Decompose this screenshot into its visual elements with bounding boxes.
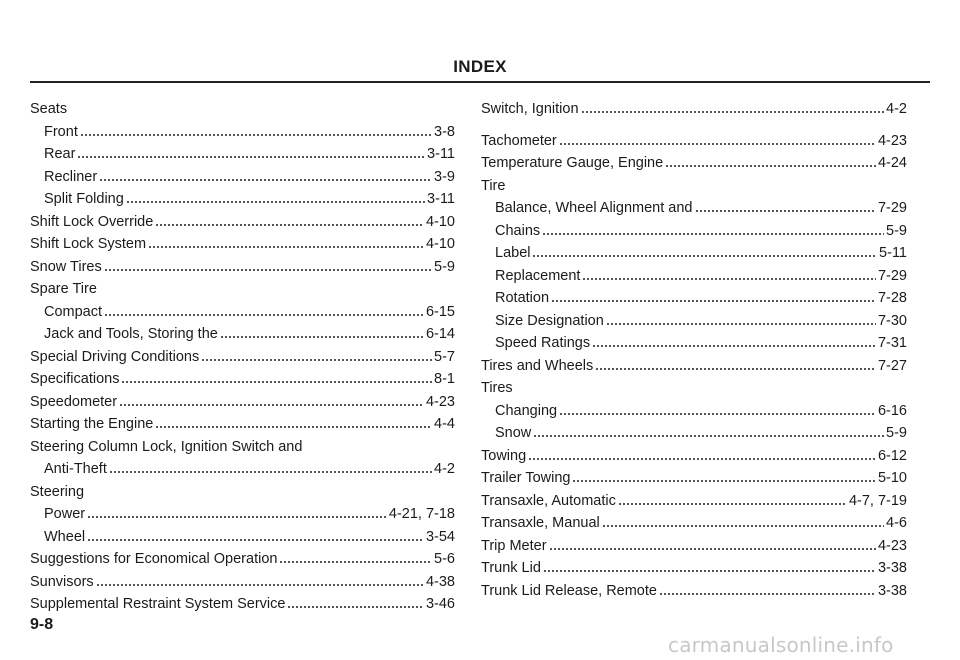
- entry-label: Special Driving Conditions: [30, 348, 200, 365]
- entry-label: Transaxle, Manual: [481, 515, 600, 531]
- entry-label: Chains: [495, 222, 541, 239]
- index-entry: [30, 413, 455, 436]
- index-entry: [30, 166, 455, 189]
- index-entry: [481, 310, 907, 333]
- index-entry: [30, 143, 455, 166]
- dot-leader: [572, 479, 876, 483]
- entry-page-ref: 7-29: [877, 267, 907, 284]
- index-entry: [481, 467, 907, 490]
- entry-page-ref: 5-9: [886, 222, 907, 239]
- dot-leader: [155, 223, 424, 227]
- entry-label: Size Designation: [495, 312, 604, 329]
- dot-leader: [287, 605, 423, 609]
- dot-leader: [533, 434, 884, 438]
- index-entry: [30, 593, 455, 616]
- dot-leader: [220, 335, 424, 339]
- index-entry: [481, 332, 907, 355]
- entry-label: Transaxle, Automatic: [481, 492, 616, 509]
- entry-label: Wheel: [44, 528, 86, 545]
- dot-leader: [543, 569, 876, 573]
- dot-leader: [549, 547, 876, 551]
- watermark[interactable]: carmanualsonline.info: [668, 633, 894, 657]
- entry-page-ref: 4-2: [434, 461, 455, 477]
- dot-leader: [77, 155, 425, 159]
- entry-page-ref: 3-38: [877, 560, 907, 576]
- dot-leader: [542, 232, 884, 236]
- index-column-left: [30, 98, 455, 616]
- dot-leader: [121, 380, 432, 384]
- dot-leader: [559, 412, 876, 416]
- entry-page-ref: 7-31: [877, 335, 907, 351]
- index-entry: [30, 278, 455, 301]
- entry-label: Steering: [30, 483, 85, 500]
- entry-label: Trunk Lid Release, Remote: [481, 582, 657, 599]
- index-entry: [30, 526, 455, 549]
- dot-leader: [559, 142, 876, 146]
- dot-leader: [665, 164, 876, 168]
- index-entry: [30, 391, 455, 414]
- index-entry: [481, 175, 907, 198]
- dot-leader: [87, 538, 424, 542]
- entry-label: Seats: [30, 101, 68, 117]
- index-entry: [30, 211, 455, 234]
- entry-page-ref: 7-30: [877, 312, 907, 329]
- entry-page-ref: 4-23: [425, 393, 455, 410]
- index-entry: [30, 458, 455, 481]
- entry-page-ref: 4-6: [886, 515, 907, 531]
- entry-page-ref: 8-1: [434, 371, 455, 387]
- index-entry: [481, 287, 907, 310]
- index-entry: [481, 512, 907, 535]
- dot-leader: [99, 178, 432, 182]
- entry-page-ref: 3-11: [427, 191, 455, 207]
- dot-leader: [606, 322, 876, 326]
- entry-label: Trunk Lid: [481, 560, 541, 576]
- entry-label: Split Folding: [44, 191, 124, 207]
- index-entry: [30, 436, 455, 459]
- entry-page-ref: 3-11: [427, 146, 455, 162]
- index-entry: [30, 233, 455, 256]
- index-entry: [30, 188, 455, 211]
- dot-leader: [126, 200, 425, 204]
- entry-page-ref: 7-27: [877, 357, 907, 374]
- entry-page-ref: 5-10: [877, 470, 907, 486]
- entry-label: Rear: [44, 146, 76, 162]
- header-rule: [30, 81, 930, 83]
- dot-leader: [104, 313, 424, 317]
- index-entry: [30, 571, 455, 594]
- entry-page-ref: 6-15: [425, 303, 455, 320]
- entry-page-ref: 4-2: [886, 101, 907, 117]
- entry-page-ref: 5-9: [886, 425, 907, 441]
- index-entry: [481, 98, 907, 121]
- dot-leader: [602, 524, 884, 528]
- entry-label: Rotation: [495, 290, 550, 306]
- entry-page-ref: 4-10: [425, 236, 455, 252]
- entry-label: Replacement: [495, 267, 581, 284]
- dot-leader: [582, 277, 876, 281]
- entry-page-ref: 4-24: [877, 155, 907, 171]
- index-entry: [481, 220, 907, 243]
- index-entry: [481, 580, 907, 603]
- index-entry: [30, 481, 455, 504]
- entry-label: Label: [495, 245, 531, 261]
- index-entry: [481, 400, 907, 423]
- index-entry: [30, 301, 455, 324]
- entry-label: Switch, Ignition: [481, 101, 579, 117]
- dot-leader: [148, 245, 424, 249]
- dot-leader: [119, 403, 424, 407]
- index-entry: [30, 98, 455, 121]
- entry-page-ref: 6-12: [877, 447, 907, 464]
- entry-label: Anti-Theft: [44, 461, 107, 477]
- index-entry: [481, 445, 907, 468]
- entry-label: Snow Tires: [30, 258, 102, 275]
- entry-label: Changing: [495, 402, 558, 419]
- dot-leader: [80, 133, 432, 137]
- entry-label: Shift Lock Override: [30, 213, 154, 230]
- index-entry: [481, 490, 907, 513]
- entry-page-ref: 4-10: [425, 213, 455, 230]
- entry-label: Starting the Engine: [30, 416, 154, 432]
- entry-page-ref: 4-21, 7-18: [388, 506, 455, 522]
- entry-label: Tires and Wheels: [481, 357, 594, 374]
- index-entry: [481, 242, 907, 265]
- dot-leader: [595, 367, 876, 371]
- entry-label: Front: [44, 123, 78, 140]
- entry-label: Sunvisors: [30, 573, 94, 590]
- dot-leader: [104, 268, 432, 272]
- dot-leader: [592, 344, 876, 348]
- entry-label: Steering Column Lock, Ignition Switch and: [30, 438, 303, 455]
- index-entry: [481, 265, 907, 288]
- dot-leader: [581, 110, 885, 114]
- entry-page-ref: 7-28: [877, 290, 907, 306]
- dot-leader: [528, 457, 876, 461]
- index-entry: [481, 422, 907, 445]
- entry-label: Shift Lock System: [30, 236, 147, 252]
- index-entry: [481, 535, 907, 558]
- entry-label: Tire: [481, 177, 506, 194]
- entry-label: Snow: [495, 425, 532, 441]
- entry-label: Specifications: [30, 371, 120, 387]
- entry-page-ref: 3-8: [434, 123, 455, 140]
- entry-label: Trailer Towing: [481, 470, 571, 486]
- index-entry: [30, 346, 455, 369]
- entry-page-ref: 6-16: [877, 402, 907, 419]
- dot-leader: [659, 592, 876, 596]
- entry-page-ref: 3-46: [425, 596, 455, 612]
- entry-label: Tachometer: [481, 132, 557, 149]
- entry-label: Compact: [44, 303, 103, 320]
- dot-leader: [618, 502, 847, 506]
- entry-label: Recliner: [44, 168, 98, 185]
- entry-page-ref: 4-7, 7-19: [848, 492, 907, 509]
- entry-label: Trip Meter: [481, 537, 547, 554]
- entry-page-ref: 4-38: [425, 573, 455, 590]
- entry-label: Speedometer: [30, 393, 118, 410]
- dot-leader: [96, 583, 424, 587]
- dot-leader: [109, 470, 432, 474]
- entry-page-ref: 5-7: [434, 348, 455, 365]
- entry-label: Jack and Tools, Storing the: [44, 326, 218, 342]
- entry-label: Towing: [481, 447, 527, 464]
- index-entry: [481, 377, 907, 400]
- entry-page-ref: 3-9: [434, 168, 455, 185]
- index-entry: [30, 368, 455, 391]
- dot-leader: [155, 425, 432, 429]
- index-entry: [481, 197, 907, 220]
- index-entry: [30, 121, 455, 144]
- index-entry: [481, 355, 907, 378]
- index-entry: [30, 256, 455, 279]
- entry-page-ref: 3-38: [877, 582, 907, 599]
- entry-page-ref: 4-4: [434, 416, 455, 432]
- dot-leader: [201, 358, 432, 362]
- entry-label: Speed Ratings: [495, 335, 591, 351]
- entry-label: Suggestions for Economical Operation: [30, 551, 278, 567]
- entry-page-ref: 5-9: [434, 258, 455, 275]
- dot-leader: [551, 299, 876, 303]
- entry-page-ref: 3-54: [425, 528, 455, 545]
- page-title: INDEX: [453, 57, 507, 76]
- index-entry: [481, 152, 907, 175]
- index-column-right: [481, 98, 907, 602]
- entry-label: Balance, Wheel Alignment and: [495, 200, 693, 216]
- entry-page-ref: 7-29: [877, 200, 907, 216]
- entry-page-ref: 6-14: [425, 326, 455, 342]
- dot-leader: [87, 515, 387, 519]
- entry-label: Supplemental Restraint System Service: [30, 596, 286, 612]
- entry-label: Tires: [481, 380, 513, 396]
- index-entry: [30, 503, 455, 526]
- index-entry: [481, 130, 907, 153]
- dot-leader: [695, 209, 876, 213]
- entry-page-ref: 4-23: [877, 132, 907, 149]
- entry-page-ref: 5-11: [879, 245, 907, 261]
- entry-label: Spare Tire: [30, 281, 97, 297]
- page-number: 9-8: [30, 616, 54, 633]
- dot-leader: [279, 560, 432, 564]
- entry-label: Temperature Gauge, Engine: [481, 155, 664, 171]
- index-entry: [481, 557, 907, 580]
- index-entry: [30, 548, 455, 571]
- index-entry: [30, 323, 455, 346]
- entry-label: Power: [44, 506, 86, 522]
- dot-leader: [532, 254, 877, 258]
- entry-page-ref: 5-6: [434, 551, 455, 567]
- entry-page-ref: 4-23: [877, 537, 907, 554]
